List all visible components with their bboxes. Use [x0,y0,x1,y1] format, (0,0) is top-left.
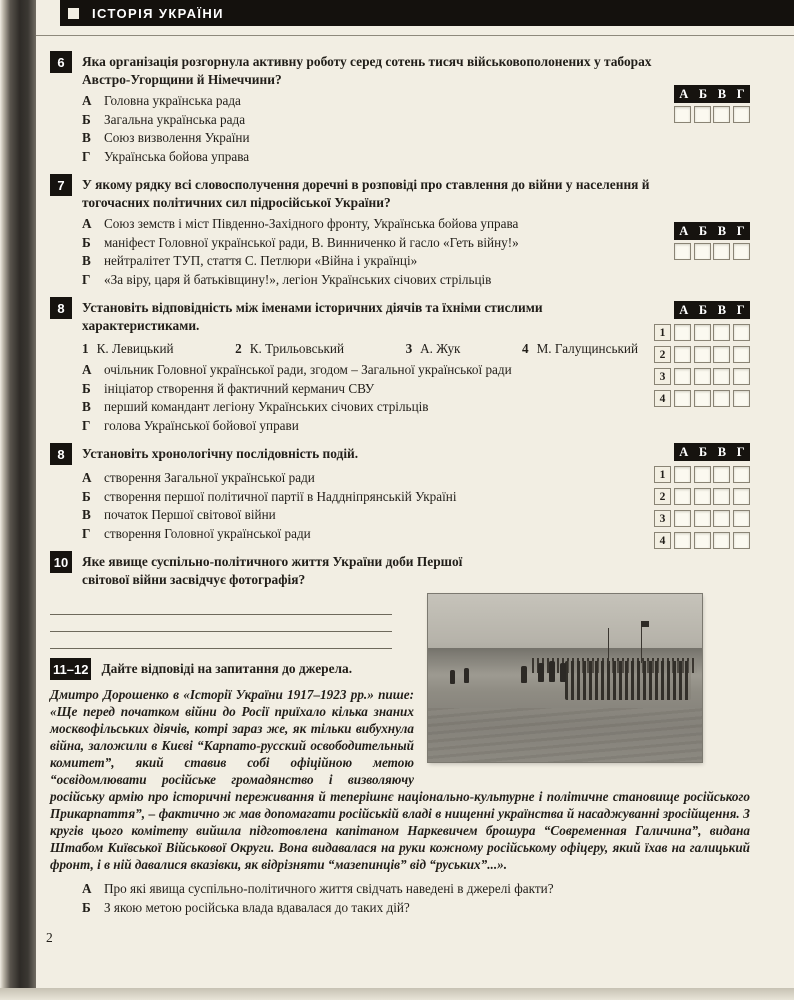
answer-line [50,598,392,615]
header-divider [36,35,794,36]
question-10-head [50,551,750,588]
match-item [522,340,638,357]
question-8-options [82,361,660,434]
answer-cell [674,368,691,385]
option-row [82,469,660,487]
option-text: Українська бойова управа [104,148,250,164]
option-text: нейтралітет ТУП, стаття С. Петлюри «Війна і українці» [104,253,418,268]
answer-cell [733,243,750,260]
answer-cell [713,106,730,123]
answer-cell [713,324,730,341]
match-item-name: А. Жук [420,341,461,356]
question-8-items [82,340,638,357]
matrix-row-number: 1 [654,324,671,341]
option-row [82,129,660,147]
answer-cell [733,510,750,527]
question-9-options [82,469,660,542]
answer-line [50,632,392,649]
question-7-head [50,174,750,211]
answer-cell [733,488,750,505]
option-letter: А [82,362,92,377]
option-text: Союз земств і міст Південно-Західного фронту, Українська бойова управа [104,216,519,231]
option-text: голова Української бойової управи [104,417,299,433]
answer-cell [674,466,691,483]
matrix-row [654,532,750,549]
option-text: Загальна українська рада [104,111,246,127]
grid-letter: В [717,223,727,238]
match-item-name: К. Трильовський [249,341,345,356]
option-text: Союз визволення України [104,130,250,145]
answer-cell [674,346,691,363]
option-row [82,215,660,233]
page-bottom-edge [0,988,794,1000]
grid-letter: А [679,444,689,459]
question-heading: Дайте відповіді на запитання до джерела. [101,661,353,676]
grid-letter: Б [698,302,708,317]
answer-cell [694,106,711,123]
option-letter: В [82,130,91,145]
option-text: створення першої політичної партії в Наддніпрянській Україні [104,488,457,504]
book-spine-edge [0,0,36,988]
answer-cell [674,324,691,341]
question-6-head [50,51,750,88]
answer-cell [694,510,711,527]
photo-flag-pole [641,621,642,663]
option-letter: Б [82,488,91,504]
grid-letter: Г [736,86,745,101]
matrix-row [654,346,750,363]
answer-cell [713,532,730,549]
option-row [82,92,660,110]
matrix-row-number: 1 [654,466,671,483]
option-letter: А [82,881,92,896]
question-text: У якому рядку всі словосполучення доречні в розповіді про ставлення до війни у населення й тогочасних політичних сил підросійської України? [82,177,650,210]
grid-letter: А [679,86,689,101]
match-item-number: 2 [235,341,242,356]
question-number-badge: 8 [50,297,72,319]
matrix-row [654,510,750,527]
header-notch-square [68,8,79,19]
option-row [82,234,660,252]
match-item-number: 4 [521,341,529,356]
sub-question-text: Про які явища суспільно-політичного життя свідчать наведені в джерелі факти? [104,881,554,896]
grid-letter: В [717,444,727,459]
question-number-badge: 10 [50,551,72,573]
grid-letter: Б [698,86,708,101]
option-row [82,398,660,416]
matrix-row [654,324,750,341]
answer-cell [694,368,711,385]
question-7 [50,174,750,288]
page-header-title: ІСТОРІЯ УКРАЇНИ [92,5,224,21]
option-letter: Б [82,899,91,915]
question-7-options [82,215,660,288]
grid-letter: В [717,302,727,317]
question-9-chronology [50,443,750,547]
answer-cell [674,390,691,407]
answer-cell [713,368,730,385]
grid-letter: А [679,223,689,238]
option-letter: В [82,253,91,268]
answer-cell [674,106,691,123]
option-letter: Б [82,234,91,250]
matrix-row-number: 3 [654,510,671,527]
answer-cell [733,368,750,385]
grid-letter: А [679,302,689,317]
question-number-badge: 11–12 [50,658,91,680]
question-8-matching [50,297,750,434]
answer-cell [713,243,730,260]
match-item [82,340,174,357]
match-item-number: 1 [82,341,89,356]
grid-letter: Б [698,444,708,459]
answer-cell [674,488,691,505]
answer-cell [674,510,691,527]
answer-cell [694,532,711,549]
photo-flag [641,621,649,627]
option-row [82,380,660,398]
option-text: створення Головної української ради [104,525,311,541]
answer-cell [713,346,730,363]
answer-cell [674,532,691,549]
option-letter: А [82,93,92,108]
option-row [82,506,660,524]
question-text: Яке явище суспільно-політичного життя України доби Першої світової війни засвідчує фотографія? [82,554,463,587]
grid-letter: Г [736,223,745,238]
question-number-badge: 6 [50,51,72,73]
option-text: створення Загальної української ради [104,470,315,485]
answer-cell [694,346,711,363]
answer-cell [733,390,750,407]
option-row [82,417,660,435]
option-row [82,111,660,129]
question-11-12-head [50,658,414,680]
answer-cell [733,346,750,363]
option-text: очільник Головної української ради, згодом – Загальної української ради [104,362,512,377]
answer-cell [733,324,750,341]
page-number: 2 [46,930,53,945]
option-letter: Г [82,417,91,433]
question-text: Яка організація розгорнула активну роботу серед сотень тисяч військовополонених у таборах Австро-Угорщини й Німеччини? [82,54,652,87]
match-item-name: К. Левицький [96,341,174,356]
option-letter: Г [82,271,91,287]
option-letter: В [82,507,91,522]
answer-cell [713,510,730,527]
matrix-row-number: 2 [654,488,671,505]
matrix-row-number: 4 [654,390,671,407]
answer-grid-header [674,301,750,319]
answer-cell [713,488,730,505]
option-text: Головна українська рада [104,93,241,108]
answer-grid-header [674,222,750,240]
answer-grid-cells [674,243,750,260]
matrix-row-number: 3 [654,368,671,385]
option-letter: Б [82,380,91,396]
answer-cell [694,390,711,407]
question-11-12 [50,658,750,916]
option-letter: Б [82,111,91,127]
matrix-row [654,390,750,407]
option-row [82,148,660,166]
option-row [82,271,660,289]
grid-letter: Г [736,444,745,459]
question-number-badge: 8 [50,443,72,465]
grid-letter: В [717,86,727,101]
match-item-number: 3 [405,341,413,356]
answer-grid-q7 [674,222,750,260]
answer-line [50,615,392,632]
match-item [406,340,461,357]
option-text: «За віру, царя й батьківщину!», легіон Українських січових стрільців [104,271,492,287]
source-passage: Дмитро Дорошенко в «Історії України 1917–1923 рр.» пише: «Ще перед початком війни до Росії приїхало кілька знаних москвофільських діячів, котрі зараз же, як тільки вибухнула війна, заложили в Києві “Карпато-русский освободительный комитет”, який ставив собі офіційною метою “освідомлювати російське громадянство і визволяючу російську армію про історичні переживання й теперішнє національно-культурне і політичне становище російського Прикарпаття”, – фактично ж мав допомагати російській владі в нищенні українства й насаджуванні зросійщення. З кругів цього комітету вийшла підготовлена капітаном Наркевичем брошура “Современная Галичина”, видана Штабом Київської Військової Округи. Вона видавалася на руки кожному російському офіцеру, який їхав на галицький фронт, і в ній давалися вказівки, як відрізняти “мазепинців” від “руських”...». [50,687,750,872]
option-letter: А [82,470,92,485]
matrix-row [654,466,750,483]
option-text: перший командант легіону Українських січових стрільців [104,399,429,414]
answer-cell [733,106,750,123]
sub-questions [82,880,722,916]
match-item-name: М. Галущинський [536,341,638,356]
option-row [82,252,660,270]
option-row [82,361,660,379]
question-text: Установіть хронологічну послідовність подій. [82,446,359,461]
question-9-head [50,443,750,465]
page-content [36,42,794,916]
question-10 [50,551,750,588]
sub-question-text: З якою метою російська влада вдавалася до таких дій? [104,899,410,915]
answer-cell [713,390,730,407]
answer-cell [733,532,750,549]
answer-cell [713,466,730,483]
option-text: маніфест Головної української ради, В. Винниченко й гасло «Геть війну!» [104,234,519,250]
answer-cell [694,466,711,483]
answer-cell [694,243,711,260]
answer-matrix-q8 [654,301,750,407]
answer-cell [733,466,750,483]
option-text: початок Першої світової війни [104,507,276,522]
answer-grid-header [674,85,750,103]
option-row [82,488,660,506]
option-letter: Г [82,525,91,541]
matrix-row [654,488,750,505]
question-text: Установіть відповідність між іменами історичних діячів та їхніми стислими характеристиками. [82,300,543,333]
answer-cell [674,243,691,260]
question-6 [50,51,750,165]
option-letter: В [82,399,91,414]
answer-matrix-q9 [654,443,750,549]
match-item [235,340,344,357]
option-text: ініціатор створення й фактичний керманич СВУ [104,380,375,396]
answer-grid-cells [674,106,750,123]
answer-grid-q6 [674,85,750,123]
answer-grid-header [674,443,750,461]
option-row [82,525,660,543]
matrix-row-number: 2 [654,346,671,363]
answer-cell [694,488,711,505]
option-letter: А [82,216,92,231]
question-6-options [82,92,660,165]
grid-letter: Г [736,302,745,317]
sub-question-row [82,880,722,898]
option-letter: Г [82,148,91,164]
grid-letter: Б [698,223,708,238]
matrix-row-number: 4 [654,532,671,549]
question-8-head [50,297,750,334]
sub-question-row [82,899,722,917]
question-number-badge: 7 [50,174,72,196]
page-header-bar [60,0,794,26]
answer-cell [694,324,711,341]
matrix-row [654,368,750,385]
